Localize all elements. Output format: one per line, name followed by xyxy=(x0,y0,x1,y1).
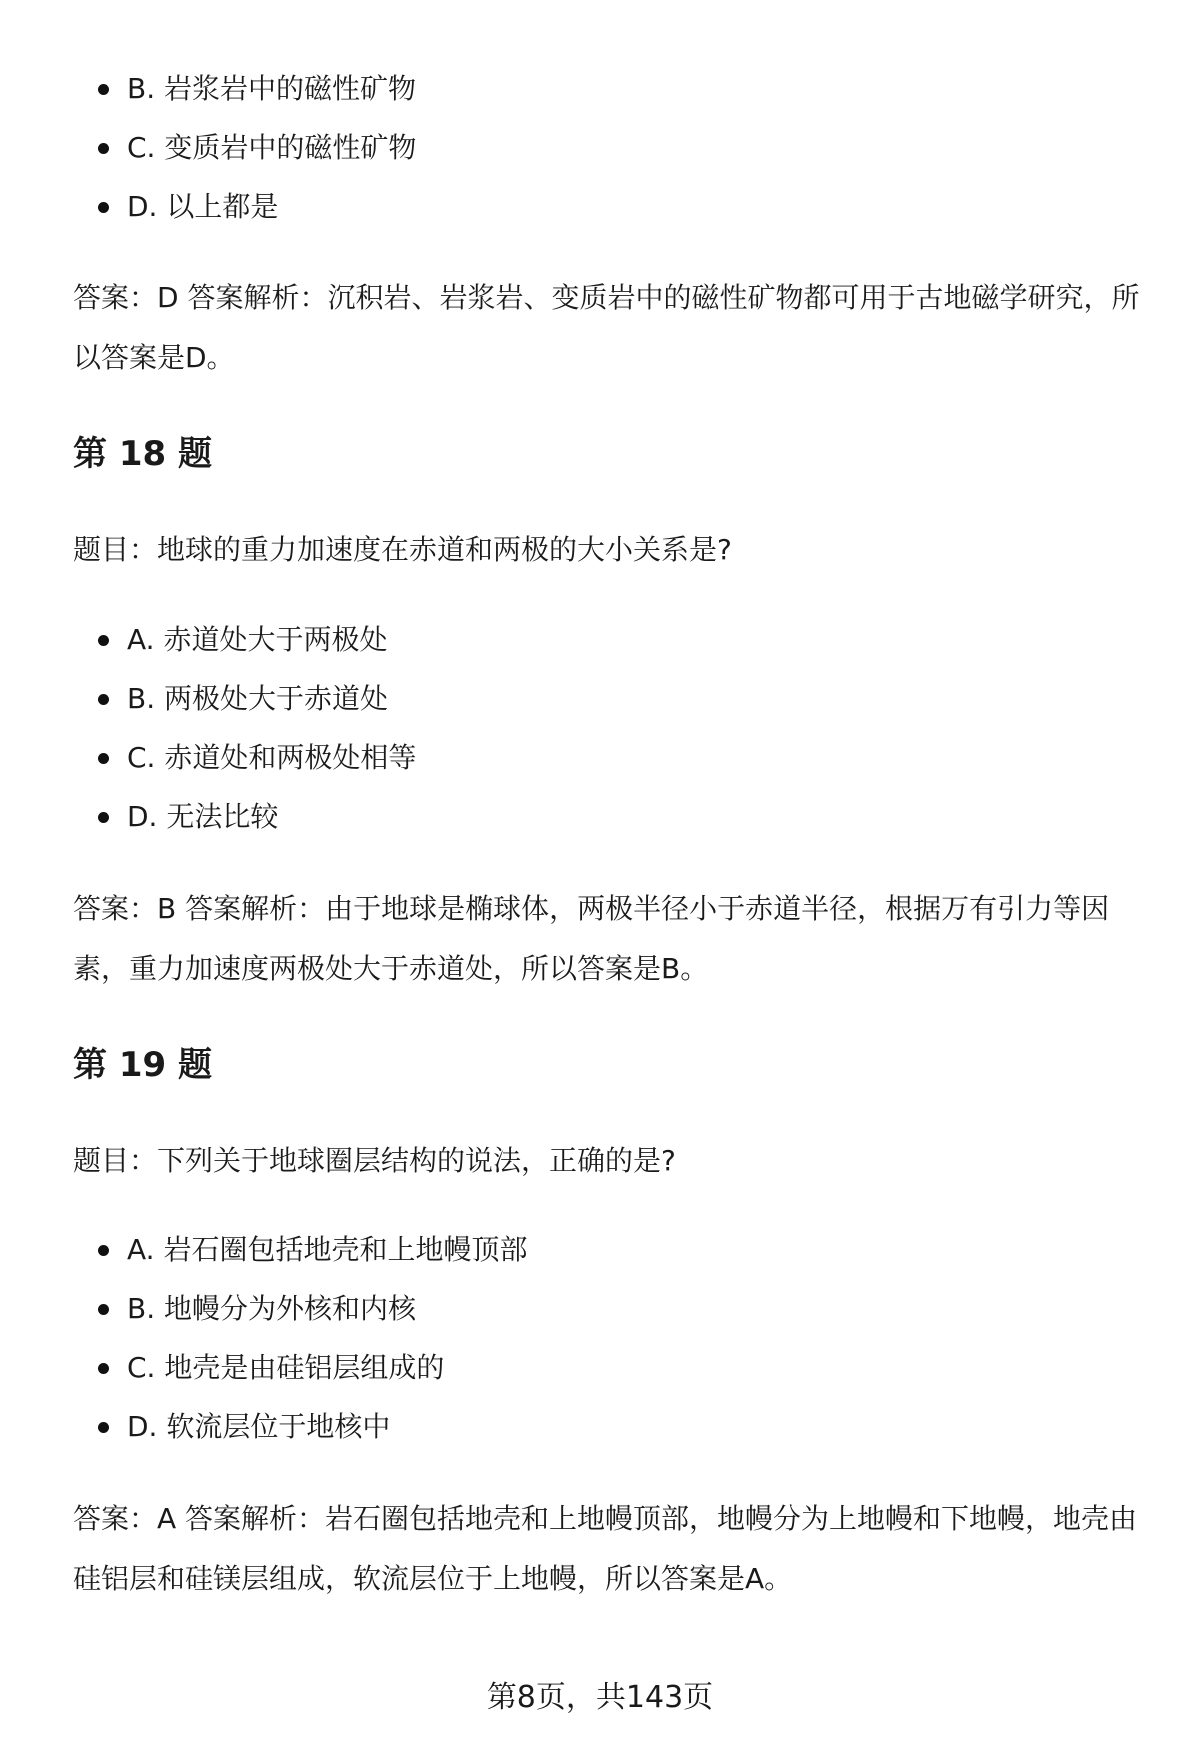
bullet-icon xyxy=(98,753,109,764)
q19-option-b: B. 地幔分为外核和内核 xyxy=(127,1292,417,1325)
q18-title: 第 18 题 xyxy=(73,434,212,474)
q19-option-d: D. 软流层位于地核中 xyxy=(127,1410,391,1443)
q18-answer: 答案：B 答案解析：由于地球是椭球体，两极半径小于赤道半径，根据万有引力等因素，重力加速度两极处大于赤道处，所以答案是B。 xyxy=(73,892,1110,985)
q18-option-b: B. 两极处大于赤道处 xyxy=(127,682,389,715)
q18-option-d: D. 无法比较 xyxy=(127,800,279,833)
bullet-icon xyxy=(98,694,109,705)
bullet-icon xyxy=(98,202,109,213)
q19-option-c: C. 地壳是由硅铝层组成的 xyxy=(127,1351,445,1384)
q18-question: 题目：地球的重力加速度在赤道和两极的大小关系是? xyxy=(73,533,732,566)
q17-answer: 答案：D 答案解析：沉积岩、岩浆岩、变质岩中的磁性矿物都可用于古地磁学研究，所以答案是D。 xyxy=(73,281,1140,374)
bullet-icon xyxy=(98,84,109,95)
bullet-icon xyxy=(98,812,109,823)
bullet-icon xyxy=(98,143,109,154)
q19-question: 题目：下列关于地球圈层结构的说法，正确的是? xyxy=(73,1144,676,1177)
page-number: 第8页，共143页 xyxy=(486,1680,714,1715)
q19-option-a: A. 岩石圈包括地壳和上地幔顶部 xyxy=(127,1233,528,1266)
q17-option-b: B. 岩浆岩中的磁性矿物 xyxy=(127,72,417,105)
bullet-icon xyxy=(98,1422,109,1433)
q19-answer: 答案：A 答案解析：岩石圈包括地壳和上地幔顶部，地幔分为上地幔和下地幔，地壳由硅铝层和硅镁层组成，软流层位于上地幔，所以答案是A。 xyxy=(73,1502,1138,1595)
bullet-icon xyxy=(98,1363,109,1374)
q17-option-c: C. 变质岩中的磁性矿物 xyxy=(127,131,417,164)
q18-option-a: A. 赤道处大于两极处 xyxy=(127,623,388,656)
q17-option-d: D. 以上都是 xyxy=(127,190,279,223)
bullet-icon xyxy=(98,635,109,646)
q18-option-c: C. 赤道处和两极处相等 xyxy=(127,741,417,774)
q19-title: 第 19 题 xyxy=(73,1045,212,1085)
bullet-icon xyxy=(98,1245,109,1256)
bullet-icon xyxy=(98,1304,109,1315)
